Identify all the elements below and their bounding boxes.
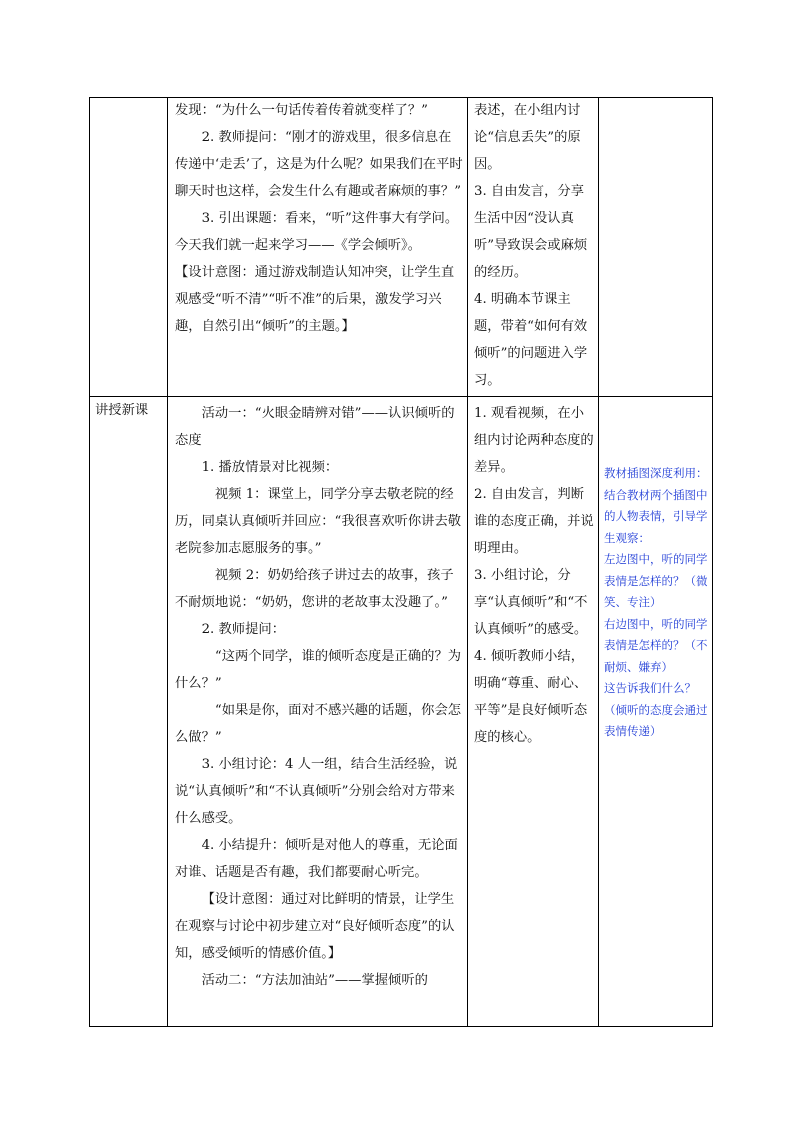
textbook-illustration-note xyxy=(604,463,708,743)
paragraph: 4. 小结提升：倾听是对他人的尊重，无论面对谁、话题是否有趣，我们都要耐心听完。 xyxy=(175,838,458,880)
column-divider xyxy=(167,97,168,1027)
paragraph: 活动二：“方法加油站”——掌握倾听的 xyxy=(201,973,428,988)
student-step: 2. 自由发言，判断谁的态度正确，并说明理由。 xyxy=(474,487,594,556)
row2-teacher-activity xyxy=(175,400,463,994)
student-step: 1. 观看视频，在小组内讨论两种态度的差异。 xyxy=(474,406,594,475)
note-line: 结合教材两个插图中的人物表情，引导学生观察： xyxy=(604,487,708,545)
student-step: 3. 自由发言，分享生活中因“没认真听”导致误会或麻烦的经历。 xyxy=(474,184,588,280)
note-line: 教材插图深度利用： xyxy=(604,466,708,480)
stage-label: 讲授新课 xyxy=(95,403,149,418)
paragraph: 1. 播放情景对比视频： xyxy=(201,460,339,475)
paragraph: 2. 教师提问：“刚才的游戏里，很多信息在传递中‘走丢’了，这是为什么呢？如果我们在平时聊天时也这样，会发生什么有趣或者麻烦的事？” xyxy=(175,130,463,199)
paragraph: 3. 引出课题：看来，“听”这件事大有学问。今天我们就一起来学习——《学会倾听》。 xyxy=(175,211,459,253)
lesson-plan-table xyxy=(89,97,713,1027)
paragraph: 活动一：“火眼金睛辨对错”——认识倾听的态度 xyxy=(175,406,455,448)
paragraph: “如果是你，面对不感兴趣的话题，你会怎么做？” xyxy=(175,703,462,745)
note-line: 左边图中，听的同学表情是怎样的？（微笑、专注） xyxy=(604,552,708,609)
paragraph: 3. 小组讨论：4 人一组，结合生活经验，说说“认真倾听”和“不认真倾听”分别会给对方带来什么感受。 xyxy=(175,757,458,826)
table-border-bottom xyxy=(89,1026,713,1027)
paragraph: “这两个同学，谁的倾听态度是正确的？为什么？” xyxy=(175,649,462,691)
table-border-right xyxy=(712,97,713,1027)
paragraph: 【设计意图：通过对比鲜明的情景，让学生在观察与讨论中初步建立对“良好倾听态度”的认知，感受倾听的情感价值。】 xyxy=(175,892,455,961)
student-step: 4. 明确本节课主题，带着“如何有效倾听”的问题进入学习。 xyxy=(474,292,588,388)
paragraph: 发现：“为什么一句话传着传着就变样了？” xyxy=(175,103,428,118)
student-step: 4. 倾听教师小结，明确“尊重、耐心、平等”是良好倾听态度的核心。 xyxy=(474,649,588,745)
row2-student-activity xyxy=(474,400,594,751)
column-divider xyxy=(467,97,468,1027)
note-line: 右边图中，听的同学表情是怎样的？（不耐烦、嫌弃） xyxy=(604,616,708,674)
student-step: 3. 小组讨论，分享“认真倾听”和“不认真倾听”的感受。 xyxy=(474,568,588,637)
paragraph: 2. 教师提问： xyxy=(201,622,285,637)
paragraph: 视频 2：奶奶给孩子讲过去的故事，孩子不耐烦地说：“奶奶，您讲的老故事太没趣了。” xyxy=(175,568,454,610)
paragraph: 视频 1：课堂上，同学分享去敬老院的经历，同桌认真倾听并回应：“我很喜欢听你讲去敬老院参加志愿服务的事。” xyxy=(175,487,462,556)
student-step: 表述，在小组内讨论“信息丢失”的原因。 xyxy=(474,103,581,172)
row2-stage-cell xyxy=(95,397,165,424)
column-divider xyxy=(89,97,90,1027)
paragraph: 【设计意图：通过游戏制造认知冲突，让学生直观感受“听不清”“听不准”的后果，激发学习兴趣，自然引出“倾听”的主题。】 xyxy=(175,265,455,334)
column-divider xyxy=(598,97,599,1027)
row1-teacher-activity xyxy=(175,97,463,340)
note-line: 这告诉我们什么？（倾听的态度会通过表情传递） xyxy=(604,681,708,738)
row-divider xyxy=(89,396,713,397)
row1-student-activity xyxy=(474,97,594,394)
